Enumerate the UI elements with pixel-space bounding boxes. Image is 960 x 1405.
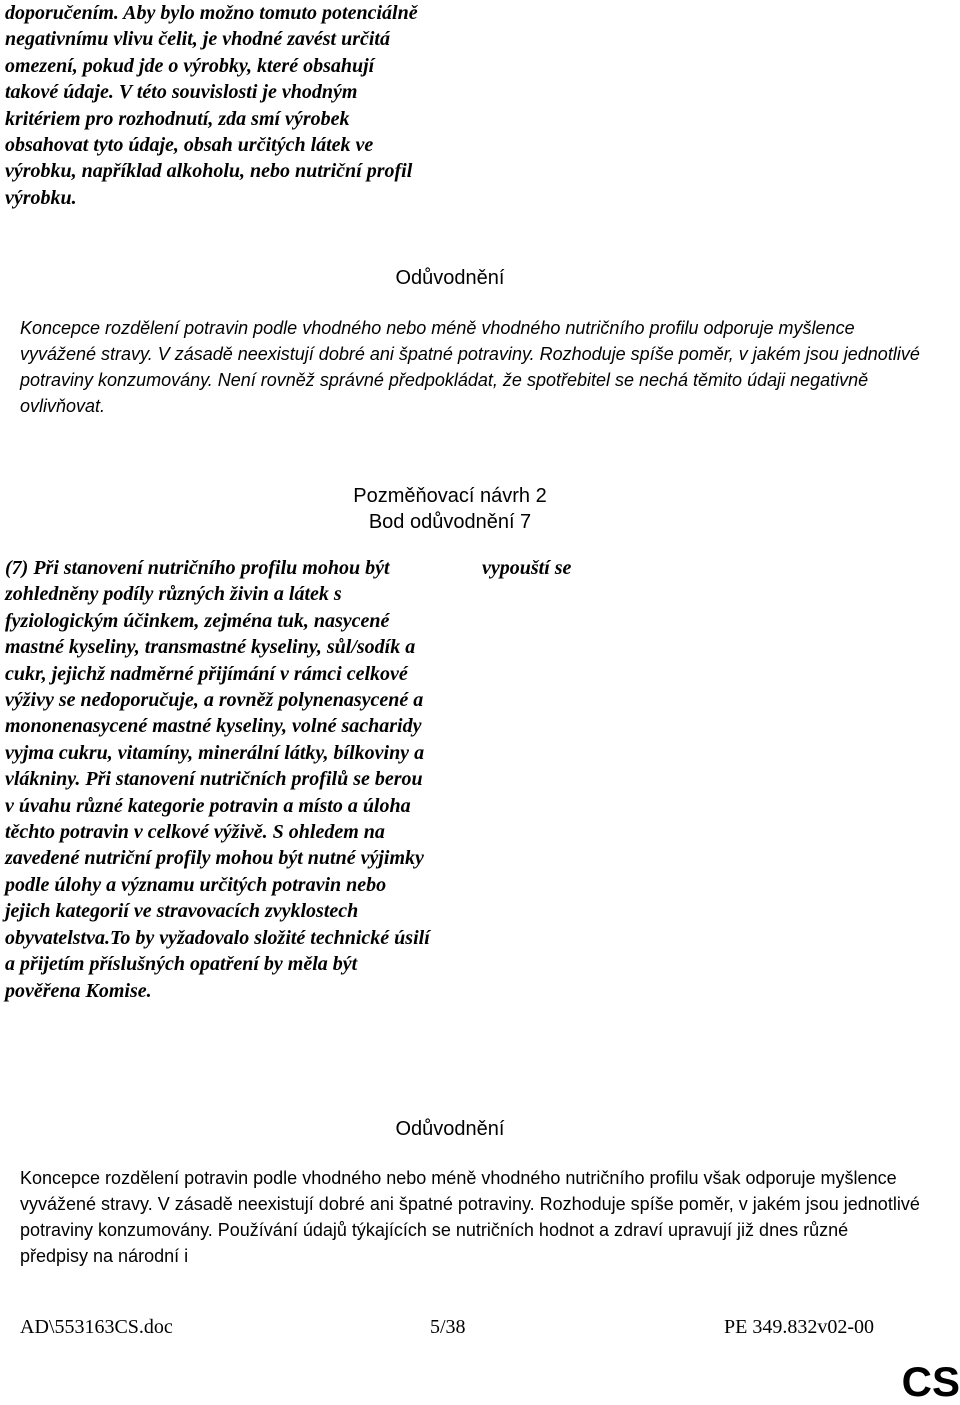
- justification-heading-2: Odůvodnění: [395, 1118, 505, 1140]
- footer-page-number: 5/38: [430, 1316, 466, 1338]
- language-code: CS: [901, 1358, 960, 1405]
- amendment-title: Pozměňovací návrh 2: [353, 485, 547, 507]
- justification-heading: Odůvodnění: [395, 267, 505, 289]
- footer-pe-ref: PE 349.832v02-00: [724, 1316, 874, 1338]
- amendment-subtitle: Bod odůvodnění 7: [368, 511, 532, 533]
- footer-doc-ref: AD\553163CS.doc: [20, 1316, 173, 1338]
- original-text-column: (7) Při stanovení nutričního profilu mohou být zohledněny podíly různých živin a látek s fyziologickým účinkem, zejména tuk, nasycené mastné kyseliny, transmastné kyseliny, sůl/sodík a cukr, jejichž nadměrné přijímání v rámci celkové výživy se nedoporučuje, a rovněž polynenasycené a mononenasycené mastné kyseliny, volné sacharidy vyjma cukru, vitamíny, minerální látky, bílkoviny a vlákniny. Při stanovení nutričních profilů se berou v úvahu různé kategorie potravin a místo a úloha těchto potravin v celkové výživě. S ohledem na zavedené nutriční profily mohou být nutné výjimky podle úlohy a významu určitých potravin nebo jejich kategorií ve stravovacích zvyklostech obyvatelstva.To by vyžadovalo složité technické úsilí a přijetím příslušných opatření by měla být pověřena Komise.: [5, 557, 430, 1002]
- continuation-paragraph: doporučením. Aby bylo možno tomuto potenciálně negativnímu vlivu čelit, je vhodné zavést určitá omezení, pokud jde o výrobky, které obsahují takové údaje. V této souvislosti je vhodným kritériem pro rozhodnutí, zda smí výrobek obsahovat tyto údaje, obsah určitých látek ve výrobku, například alkoholu, nebo nutriční profil výrobku.: [5, 2, 418, 209]
- amended-text-column: vypouští se: [482, 557, 572, 579]
- justification-text-2: Koncepce rozdělení potravin podle vhodného nebo méně vhodného nutričního profilu však odporuje myšlence vyvážené stravy. V zásadě neexistují dobré ani špatné potraviny. Rozhoduje spíše poměr, v jakém jsou jednotlivé potraviny konzumovány. Používání údajů týkajících se nutričních hodnot a zdraví upravují již dnes různé předpisy na národní i: [20, 1168, 920, 1266]
- justification-text: Koncepce rozdělení potravin podle vhodného nebo méně vhodného nutričního profilu odporuje myšlence vyvážené stravy. V zásadě neexistují dobré ani špatné potraviny. Rozhoduje spíše poměr, v jakém jsou jednotlivé potraviny konzumovány. Není rovněž správné předpokládat, že spotřebitel se nechá těmito údaji negativně ovlivňovat.: [20, 318, 920, 416]
